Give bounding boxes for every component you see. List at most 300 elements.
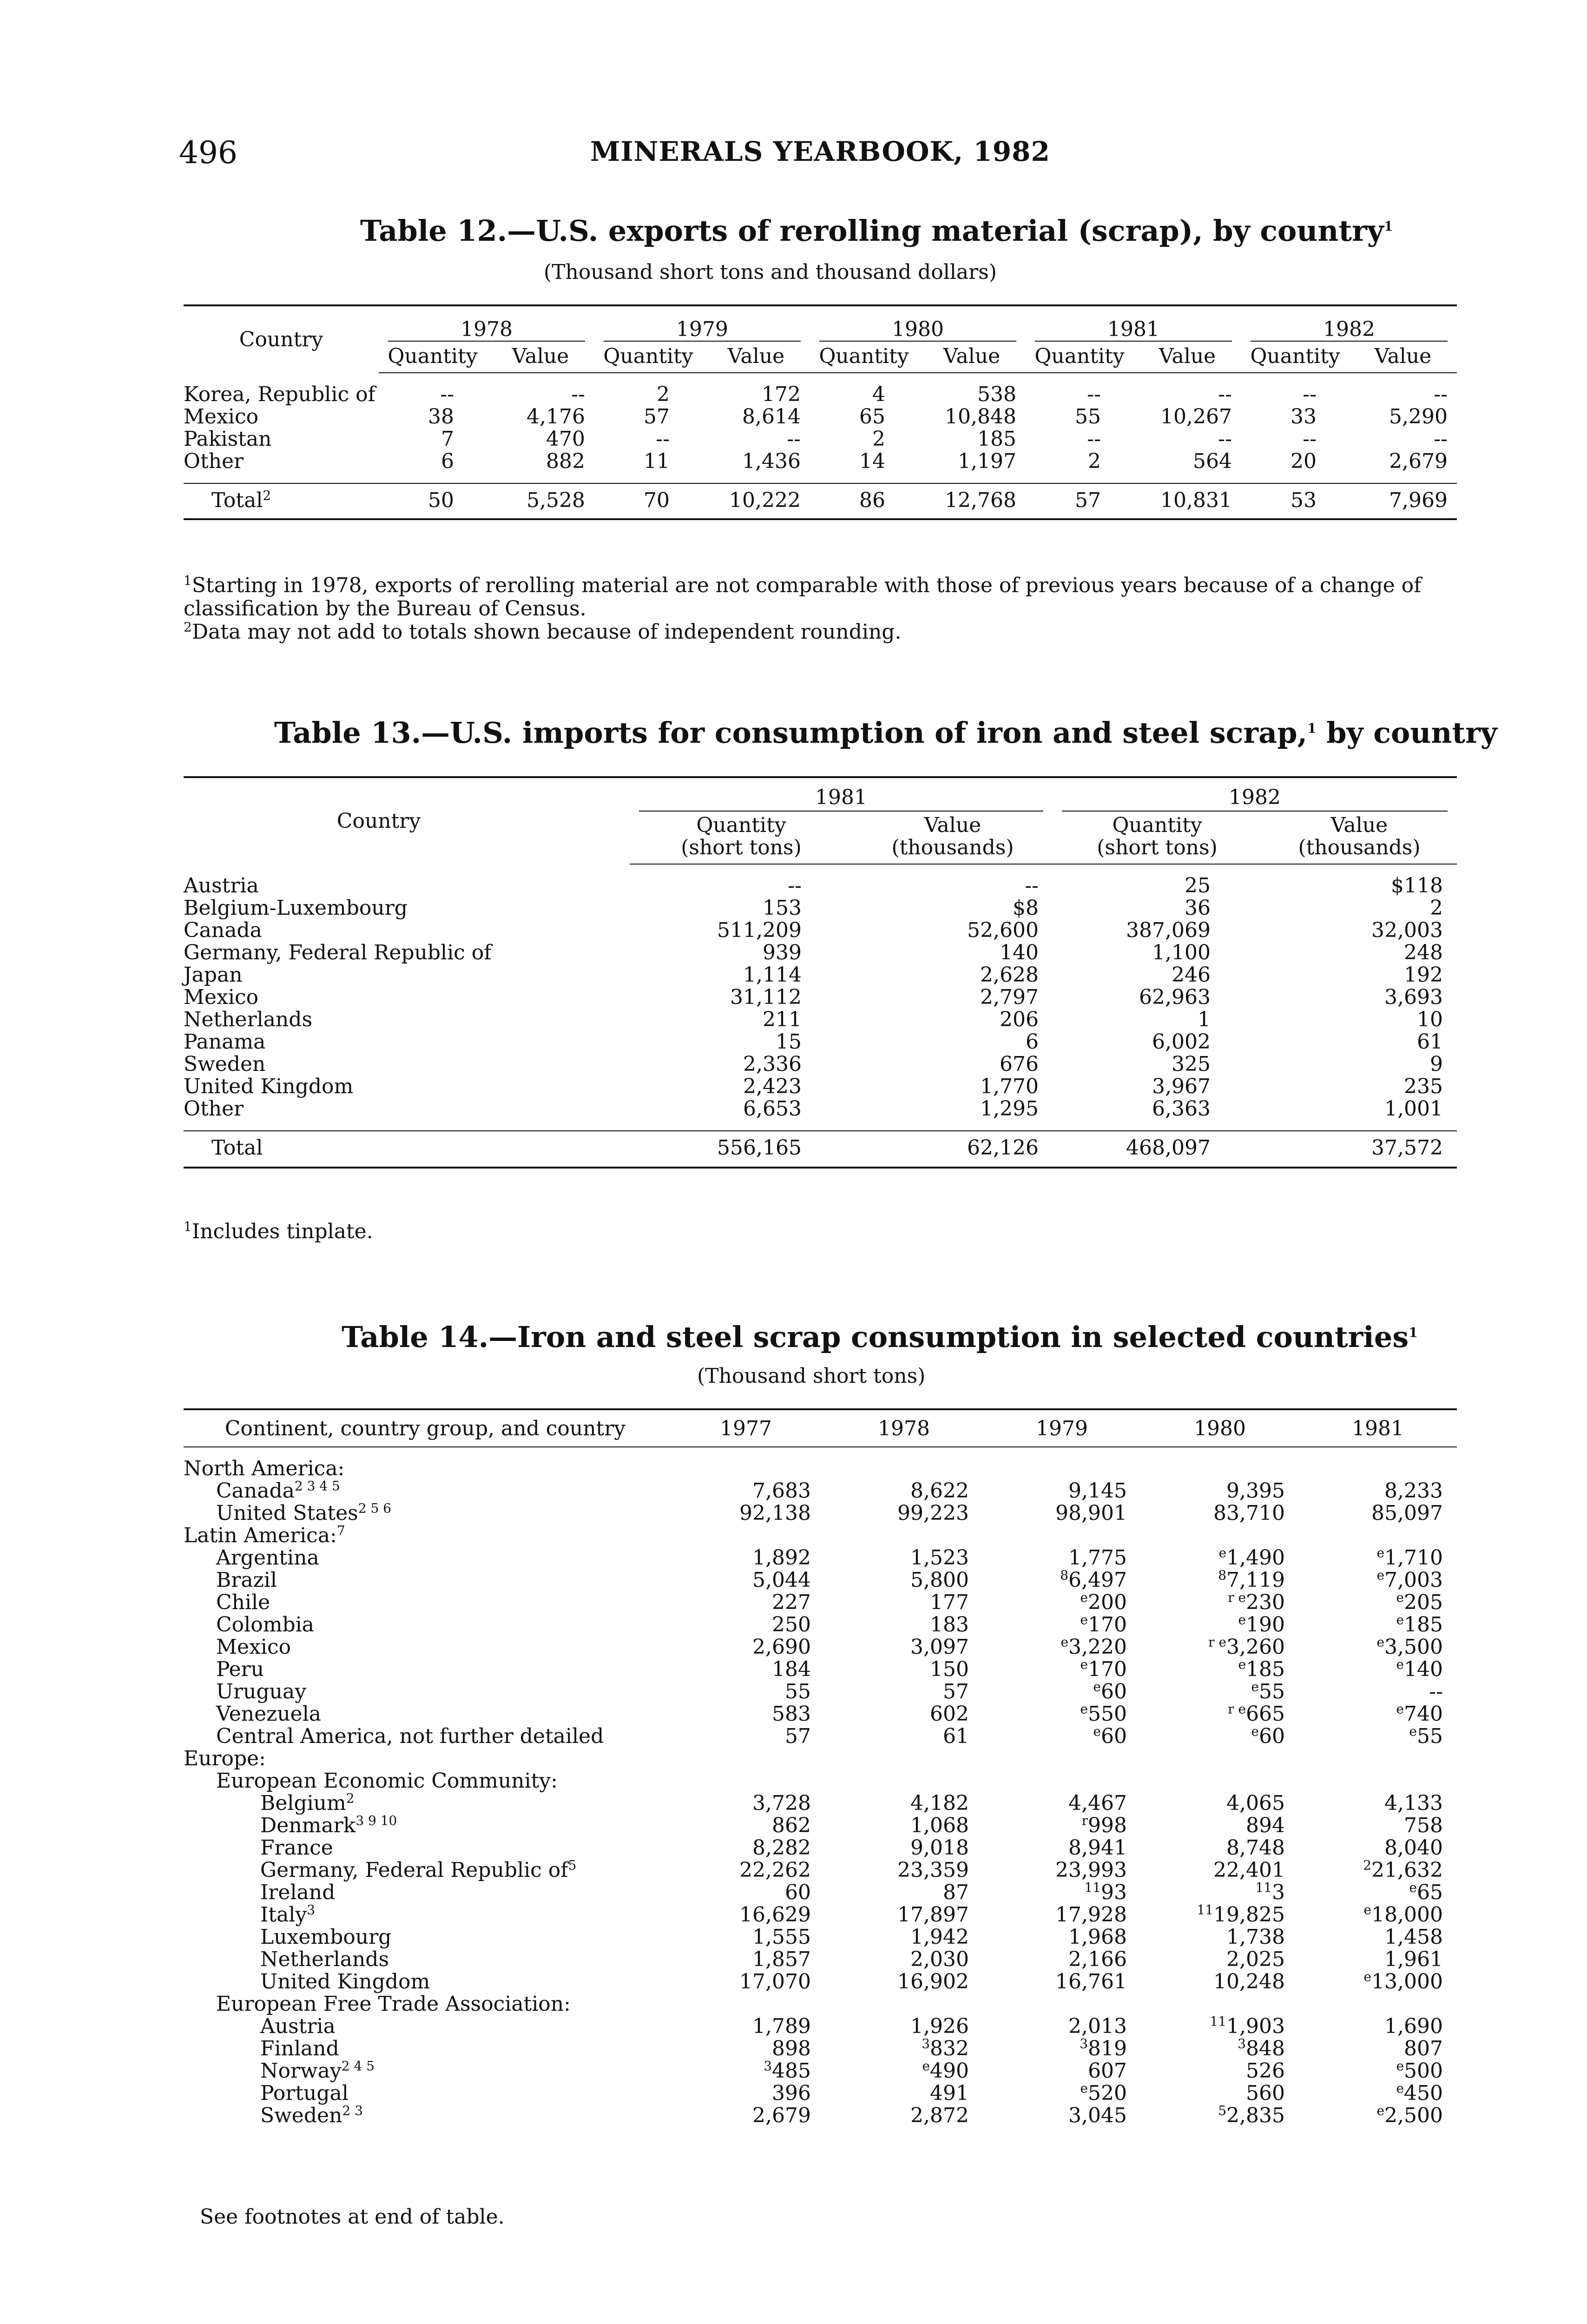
table-row	[184, 2015, 1457, 2038]
total-cell: 12,768	[918, 483, 1026, 519]
row-label: Venezuela	[216, 1702, 322, 1726]
table-cell: 9,395	[1226, 1479, 1285, 1503]
table-row	[184, 383, 1457, 406]
table-cell: 172	[762, 383, 801, 406]
row-label: Belgium$^2$	[260, 1790, 355, 1815]
table-cell: 511,209	[717, 918, 802, 942]
table-cell: 583	[772, 1702, 811, 1726]
table-cell: $^8$7,119	[1218, 1567, 1285, 1592]
row-label: Luxembourg	[260, 1925, 392, 1949]
table-cell: 206	[1000, 1008, 1039, 1031]
table-cell: $^e$55	[1409, 1723, 1443, 1748]
table-cell: $^e$60	[1093, 1723, 1127, 1748]
table-cell: $^{r e}$665	[1228, 1701, 1285, 1726]
table-cell: 11	[644, 449, 670, 473]
table-cell	[667, 1748, 825, 1770]
table-cell: --	[1087, 427, 1101, 451]
table-cell: $^e$3,500	[1376, 1634, 1443, 1659]
total-cell: 86	[810, 483, 918, 519]
table-cell: --	[440, 383, 454, 406]
table-cell: 20	[1291, 449, 1317, 473]
table13-footnote: $^1$Includes tinplate.	[184, 1219, 373, 1243]
table-cell: 3,097	[910, 1635, 969, 1659]
table-cell: 183	[930, 1613, 969, 1637]
table-cell: $^e$170	[1080, 1612, 1127, 1637]
row-label: Canada	[184, 918, 262, 942]
table12-quantity-header: Quantity	[594, 345, 702, 373]
table12-year-header: 1979	[594, 305, 810, 345]
table-cell: --	[1087, 383, 1101, 406]
table-cell: 248	[1404, 941, 1443, 964]
table-cell: 5,800	[910, 1568, 969, 1592]
table-cell: 3,728	[752, 1791, 811, 1815]
table-row	[184, 2038, 1457, 2060]
table-row	[184, 1031, 1457, 1053]
table13-value-header: Value (thousands)	[1262, 814, 1457, 864]
table-cell	[983, 1525, 1141, 1547]
table-row	[184, 1480, 1457, 1502]
table-cell	[1141, 1993, 1299, 2015]
table-cell	[983, 1458, 1141, 1480]
table-row	[184, 1614, 1457, 1636]
total-cell: 62,126	[853, 1131, 1053, 1168]
table-cell: 1,197	[958, 449, 1016, 473]
table-cell: 325	[1172, 1052, 1211, 1076]
table12-title	[360, 214, 1393, 248]
row-label: Brazil	[216, 1568, 277, 1592]
row-label: Austria	[184, 874, 259, 898]
table-cell: 16,761	[1055, 1970, 1127, 1994]
table-cell: 8,748	[1226, 1836, 1285, 1860]
table-cell: 83,710	[1213, 1501, 1285, 1525]
table13-country-header: Country	[184, 777, 630, 864]
table-cell: 150	[930, 1657, 969, 1681]
table-cell: $^e$450	[1396, 2080, 1443, 2105]
table-row	[184, 2105, 1457, 2127]
table-row	[184, 1098, 1457, 1120]
table-cell: 2,013	[1068, 2014, 1127, 2038]
table-cell: 1	[1198, 1008, 1211, 1031]
table-cell: $^e$185	[1238, 1657, 1285, 1681]
table-cell: $118	[1391, 874, 1443, 898]
group-row	[184, 1525, 1457, 1547]
table-cell: 61	[1417, 1030, 1443, 1054]
table-cell: $^{11}$19,825	[1197, 1902, 1285, 1927]
table-row	[184, 1948, 1457, 1971]
table-cell: 8,622	[910, 1479, 969, 1503]
row-label: Germany, Federal Republic $of^5$	[260, 1857, 577, 1882]
table-cell: --	[1429, 1680, 1443, 1703]
row-label: Germany, Federal Republic of	[184, 941, 492, 964]
group-row	[184, 1770, 1457, 1792]
table-cell: 862	[772, 1814, 811, 1837]
table-cell: --	[1434, 427, 1448, 451]
table-cell: 33	[1291, 405, 1317, 429]
table-cell: 6,653	[743, 1097, 802, 1121]
table-cell: $^r$998	[1081, 1813, 1127, 1837]
see-footnotes-note: See footnotes at end of table.	[200, 2205, 505, 2229]
table-cell: $^e$1,710	[1376, 1545, 1443, 1570]
row-label: Sweden$^{2 3}$	[260, 2103, 363, 2127]
table-row	[184, 1837, 1457, 1859]
table-cell: 7	[441, 427, 454, 451]
table-cell: 2	[1430, 896, 1443, 920]
table-row	[184, 1725, 1457, 1748]
row-label: Portugal	[260, 2081, 349, 2105]
table-cell: $^{11}$3	[1255, 1880, 1285, 1904]
table-cell: 2,679	[1389, 449, 1448, 473]
table-cell: 250	[772, 1613, 811, 1637]
total-cell: 57	[1026, 483, 1133, 519]
row-label: Europe:	[184, 1747, 266, 1770]
table14-title	[342, 1320, 1418, 1354]
table-cell: 9,145	[1068, 1479, 1127, 1503]
table-cell: 387,069	[1126, 918, 1211, 942]
table-cell	[825, 1748, 983, 1770]
table-cell: $8	[1013, 896, 1039, 920]
total-cell: 556,165	[630, 1131, 853, 1168]
table-row	[184, 942, 1457, 964]
table-cell: 1,892	[752, 1546, 811, 1570]
table-cell: $^e$18,000	[1363, 1902, 1443, 1927]
table-cell: 32,003	[1371, 918, 1443, 942]
table-cell: 177	[930, 1591, 969, 1614]
table12-value-header: Value	[1349, 345, 1457, 373]
table-cell: 470	[546, 427, 585, 451]
row-label: United States$^{2 5 6}$	[216, 1500, 391, 1525]
table-cell: 55	[785, 1680, 811, 1703]
table-cell: --	[1218, 383, 1232, 406]
table-cell: 2	[872, 427, 885, 451]
table-row	[184, 1703, 1457, 1725]
table-cell: 2,030	[910, 1948, 969, 1971]
row-label: Uruguay	[216, 1680, 307, 1703]
table-cell: 894	[1246, 1814, 1285, 1837]
table-cell: $^e$185	[1396, 1612, 1443, 1637]
table-row	[184, 428, 1457, 450]
row-label: Norway$^{2 4 5}$	[260, 2058, 375, 2083]
table-cell: 92,138	[739, 1501, 811, 1525]
total-label: Total	[184, 1131, 630, 1168]
table-cell: --	[1303, 427, 1317, 451]
table-cell: 602	[930, 1702, 969, 1726]
table-cell: $^e$60	[1251, 1723, 1285, 1748]
table-cell: 2,336	[743, 1052, 802, 1076]
table-cell: 8,233	[1384, 1479, 1443, 1503]
table-cell: 4,467	[1068, 1791, 1127, 1815]
table-cell: 8,614	[742, 405, 801, 429]
table-cell: $^e$55	[1251, 1679, 1285, 1703]
table-cell: 1,068	[910, 1814, 969, 1837]
table-cell: 22,401	[1213, 1858, 1285, 1882]
table-cell: 1,690	[1384, 2014, 1443, 2038]
table-cell: 192	[1404, 963, 1443, 987]
table12-value-header: Value	[487, 345, 594, 373]
table-cell: 36	[1185, 896, 1211, 920]
table-cell: 10	[1417, 1008, 1443, 1031]
total-cell: 10,222	[702, 483, 810, 519]
table-cell: 2,166	[1068, 1948, 1127, 1971]
table13-title	[274, 716, 1497, 750]
table-row	[184, 1971, 1457, 1993]
table-cell: 62,963	[1139, 985, 1211, 1009]
table-cell: 1,857	[752, 1948, 811, 1971]
table12-quantity-header: Quantity	[810, 345, 918, 373]
table-cell: 1,295	[980, 1097, 1039, 1121]
table-cell: 246	[1172, 963, 1211, 987]
table-cell: 31,112	[730, 985, 802, 1009]
table-cell: 1,555	[752, 1925, 811, 1949]
row-label: Other	[184, 1097, 244, 1121]
table12-year-header: 1978	[379, 305, 594, 345]
table-row	[184, 1009, 1457, 1031]
row-label: Austria	[260, 2014, 336, 2038]
table13-year-header: 1981	[630, 777, 1053, 814]
table-cell: 10,848	[945, 405, 1016, 429]
table-cell: 898	[772, 2037, 811, 2060]
table-cell: 1,961	[1384, 1948, 1443, 1971]
table-cell: --	[1303, 383, 1317, 406]
table-cell: 939	[763, 941, 802, 964]
table-cell: $^e$205	[1396, 1590, 1443, 1614]
row-label: Mexico	[184, 985, 259, 1009]
table-cell: 10,248	[1213, 1970, 1285, 1994]
table-cell: 85,097	[1371, 1501, 1443, 1525]
table-cell	[667, 1525, 825, 1547]
row-label: European Free Trade Association:	[216, 1992, 571, 2016]
total-cell: 37,572	[1262, 1131, 1457, 1168]
table-cell: $^{11}$1,903	[1210, 2014, 1285, 2038]
table-cell: 4,065	[1226, 1791, 1285, 1815]
table-cell: 4	[872, 383, 885, 406]
table-cell: 17,897	[897, 1903, 969, 1927]
table-cell: $^e$550	[1080, 1701, 1127, 1726]
table-cell: 1,926	[910, 2014, 969, 2038]
row-label: North America:	[184, 1457, 345, 1480]
table-cell: 5,044	[752, 1568, 811, 1592]
table-cell	[983, 1748, 1141, 1770]
table-cell: 9,018	[910, 1836, 969, 1860]
row-label: Japan	[184, 963, 243, 987]
table12-title-footnote: 1	[1383, 218, 1393, 234]
table-cell: 16,902	[897, 1970, 969, 1994]
table-cell: $^e$1,490	[1218, 1545, 1285, 1570]
table-cell: --	[656, 427, 670, 451]
table14-title-footnote: 1	[1409, 1325, 1418, 1340]
table-row	[184, 1636, 1457, 1658]
table-cell: 57	[943, 1680, 969, 1703]
table-cell: $^e$490	[922, 2058, 969, 2083]
row-label: Ireland	[260, 1881, 336, 1904]
table-cell: 607	[1088, 2059, 1127, 2083]
table-cell: 1,436	[742, 449, 801, 473]
table-row	[184, 1904, 1457, 1926]
table-cell: $^e$520	[1080, 2080, 1127, 2105]
table13	[184, 776, 1457, 1169]
table-cell: $^8$6,497	[1060, 1567, 1127, 1592]
table-cell: 98,901	[1055, 1501, 1127, 1525]
table-row	[184, 2060, 1457, 2082]
table14	[184, 1408, 1457, 2127]
table-cell	[1299, 1748, 1457, 1770]
table-cell: $^e$740	[1396, 1701, 1443, 1726]
table-row	[184, 1926, 1457, 1948]
table-cell: 6,363	[1152, 1097, 1211, 1121]
table-cell: --	[571, 383, 585, 406]
table-cell: 3,967	[1152, 1075, 1211, 1098]
table-cell	[667, 1770, 825, 1792]
row-label: Mexico	[184, 405, 259, 429]
table12-year-header: 1981	[1026, 305, 1241, 345]
table-row	[184, 1658, 1457, 1681]
table-cell: 14	[859, 449, 885, 473]
table14-subtitle: (Thousand short tons)	[697, 1364, 926, 1388]
table-cell: 211	[763, 1008, 802, 1031]
table-cell: $^e$3,220	[1060, 1634, 1127, 1659]
table-cell: $^e$170	[1080, 1657, 1127, 1681]
table-cell: 235	[1404, 1075, 1443, 1098]
table-row	[184, 1053, 1457, 1076]
table12-value-header: Value	[1133, 345, 1241, 373]
table-cell: 2	[657, 383, 670, 406]
table-cell: 560	[1246, 2081, 1285, 2105]
table-row	[184, 1076, 1457, 1098]
table-cell: 1,738	[1226, 1925, 1285, 1949]
table-cell: 61	[943, 1724, 969, 1748]
table-cell: 10,267	[1160, 405, 1232, 429]
total-cell: 7,969	[1349, 483, 1457, 519]
table-row	[184, 1792, 1457, 1815]
table-row	[184, 1681, 1457, 1703]
table14-year-header: 1980	[1141, 1409, 1299, 1447]
table-cell	[667, 1458, 825, 1480]
table-cell: $^{r e}$230	[1228, 1590, 1285, 1614]
table13-title-text: Table 13.—U.S. imports for consumption of iron and steel scrap,	[274, 716, 1308, 750]
table-cell: 1,458	[1384, 1925, 1443, 1949]
total-cell: 5,528	[487, 483, 594, 519]
table-cell: $^3$819	[1080, 2036, 1127, 2060]
table-cell: 6	[1026, 1030, 1039, 1054]
table-cell: 38	[428, 405, 454, 429]
table-cell: 526	[1246, 2059, 1285, 2083]
group-row	[184, 1748, 1457, 1770]
row-label: Italy$^3$	[260, 1902, 316, 1927]
table-cell: 1,942	[910, 1925, 969, 1949]
row-label: Pakistan	[184, 427, 272, 451]
footnote: $^1$Starting in 1978, exports of rerolling material are not comparable with those of previous years because of a change of classification by the Bureau of Census.	[184, 573, 1422, 621]
table12-footnotes	[184, 574, 1457, 644]
table-row	[184, 1547, 1457, 1569]
table12-subtitle: (Thousand short tons and thousand dollars)	[544, 260, 997, 284]
table-cell	[1299, 1525, 1457, 1547]
table13-year-header: 1982	[1053, 777, 1457, 814]
table-cell: 57	[785, 1724, 811, 1748]
table12-quantity-header: Quantity	[379, 345, 487, 373]
table-cell: 4,176	[527, 405, 585, 429]
table12-year-header: 1980	[810, 305, 1026, 345]
table13-value-header: Value (thousands)	[853, 814, 1053, 864]
table14-title-text: Table 14.—Iron and steel scrap consumption in selected countries	[342, 1320, 1409, 1354]
table-cell: 99,223	[897, 1501, 969, 1525]
table-cell: 6	[441, 449, 454, 473]
table-cell	[983, 1993, 1141, 2015]
table-cell: $^e$60	[1093, 1679, 1127, 1703]
table-cell	[825, 1993, 983, 2015]
table-cell: 491	[930, 2081, 969, 2105]
table13-qty-header: Quantity (short tons)	[630, 814, 853, 864]
row-label: Belgium-Luxembourg	[184, 896, 408, 920]
table13-qty-header: Quantity (short tons)	[1053, 814, 1262, 864]
footnote: $^2$Data may not add to totals shown because of independent rounding.	[184, 619, 902, 644]
table-cell: 227	[772, 1591, 811, 1614]
table12-value-header: Value	[918, 345, 1026, 373]
table-cell: 9	[1430, 1052, 1443, 1076]
row-label: Latin America:$^7$	[184, 1523, 345, 1547]
table-cell: 8,040	[1384, 1836, 1443, 1860]
table-cell	[983, 1770, 1141, 1792]
table-cell: $^e$65	[1409, 1880, 1443, 1904]
table-cell	[825, 1525, 983, 1547]
table-cell: --	[1434, 383, 1448, 406]
table-cell: 1,523	[910, 1546, 969, 1570]
row-label: Argentina	[216, 1546, 319, 1570]
table-cell: --	[788, 874, 802, 898]
group-row	[184, 1458, 1457, 1480]
row-label: Canada$^{2 3 4 5}$	[216, 1478, 340, 1503]
table-cell: 4,133	[1384, 1791, 1443, 1815]
table14-year-header: 1978	[825, 1409, 983, 1447]
table-cell: 758	[1404, 1814, 1443, 1837]
row-label: Other	[184, 449, 244, 473]
table12-year-header: 1982	[1241, 305, 1457, 345]
table12	[184, 304, 1457, 520]
table-cell: 882	[546, 449, 585, 473]
table-cell: 87	[943, 1881, 969, 1904]
table-cell: 5,290	[1389, 405, 1448, 429]
page-number: 496	[179, 135, 237, 171]
table-row	[184, 986, 1457, 1009]
table-cell: --	[787, 427, 801, 451]
table-cell: 23,993	[1055, 1858, 1127, 1882]
table-cell: 22,262	[739, 1858, 811, 1882]
table-cell: 3,693	[1384, 985, 1443, 1009]
total-cell: 70	[594, 483, 702, 519]
table-row	[184, 1859, 1457, 1882]
table-cell: $^{11}$93	[1084, 1880, 1127, 1904]
running-title: MINERALS YEARBOOK, 1982	[590, 136, 1050, 167]
table-cell: 1,775	[1068, 1546, 1127, 1570]
table-cell: 564	[1193, 449, 1232, 473]
table14-year-header: 1981	[1299, 1409, 1457, 1447]
table-cell: 25	[1185, 874, 1211, 898]
row-label: Mexico	[216, 1635, 291, 1659]
table-cell: 1,789	[752, 2014, 811, 2038]
table-cell: 7,683	[752, 1479, 811, 1503]
row-label: Netherlands	[260, 1948, 389, 1971]
table-row	[184, 406, 1457, 428]
table-cell	[1141, 1458, 1299, 1480]
table-row	[184, 919, 1457, 942]
table-cell: --	[1218, 427, 1232, 451]
table-cell: 2,872	[910, 2104, 969, 2127]
row-label: Netherlands	[184, 1008, 313, 1031]
table14-year-header: 1977	[667, 1409, 825, 1447]
row-label: Korea, Republic of	[184, 383, 375, 406]
table12-title-text: Table 12.—U.S. exports of rerolling material (scrap), by country	[360, 214, 1384, 248]
table-cell: 2,690	[752, 1635, 811, 1659]
table-cell: 140	[1000, 941, 1039, 964]
table14-country-header: Continent, country group, and country	[184, 1409, 667, 1447]
